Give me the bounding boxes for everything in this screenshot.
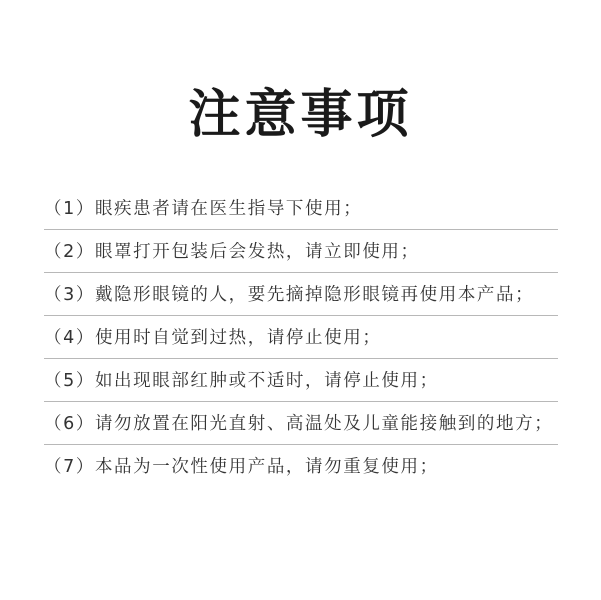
note-item-1 bbox=[44, 188, 558, 230]
note-text: 请勿放置在阳光直射、高温处及儿童能接触到的地方； bbox=[94, 414, 554, 434]
note-number: （6） bbox=[44, 414, 95, 434]
note-item-5 bbox=[44, 360, 558, 402]
note-item-4 bbox=[44, 317, 558, 359]
note-item-6 bbox=[44, 403, 558, 445]
note-number: （4） bbox=[44, 328, 95, 348]
note-item-7 bbox=[44, 446, 558, 488]
note-number: （5） bbox=[44, 371, 95, 391]
note-text: 本品为一次性使用产品，请勿重复使用； bbox=[94, 457, 439, 477]
note-number: （2） bbox=[44, 242, 95, 262]
note-number: （1） bbox=[44, 199, 95, 219]
note-text: 眼疾患者请在医生指导下使用； bbox=[94, 199, 363, 219]
note-text: 戴隐形眼镜的人，要先摘掉隐形眼镜再使用本产品； bbox=[94, 285, 535, 305]
note-text: 眼罩打开包装后会发热，请立即使用； bbox=[94, 242, 420, 262]
note-item-3 bbox=[44, 274, 558, 316]
note-text: 如出现眼部红肿或不适时，请停止使用； bbox=[94, 371, 439, 391]
page-title: 注意事项 bbox=[188, 84, 413, 145]
note-number: （7） bbox=[44, 457, 95, 477]
notes-list bbox=[44, 188, 558, 488]
note-item-2 bbox=[44, 231, 558, 273]
note-text: 使用时自觉到过热，请停止使用； bbox=[94, 328, 382, 348]
note-number: （3） bbox=[44, 285, 95, 305]
